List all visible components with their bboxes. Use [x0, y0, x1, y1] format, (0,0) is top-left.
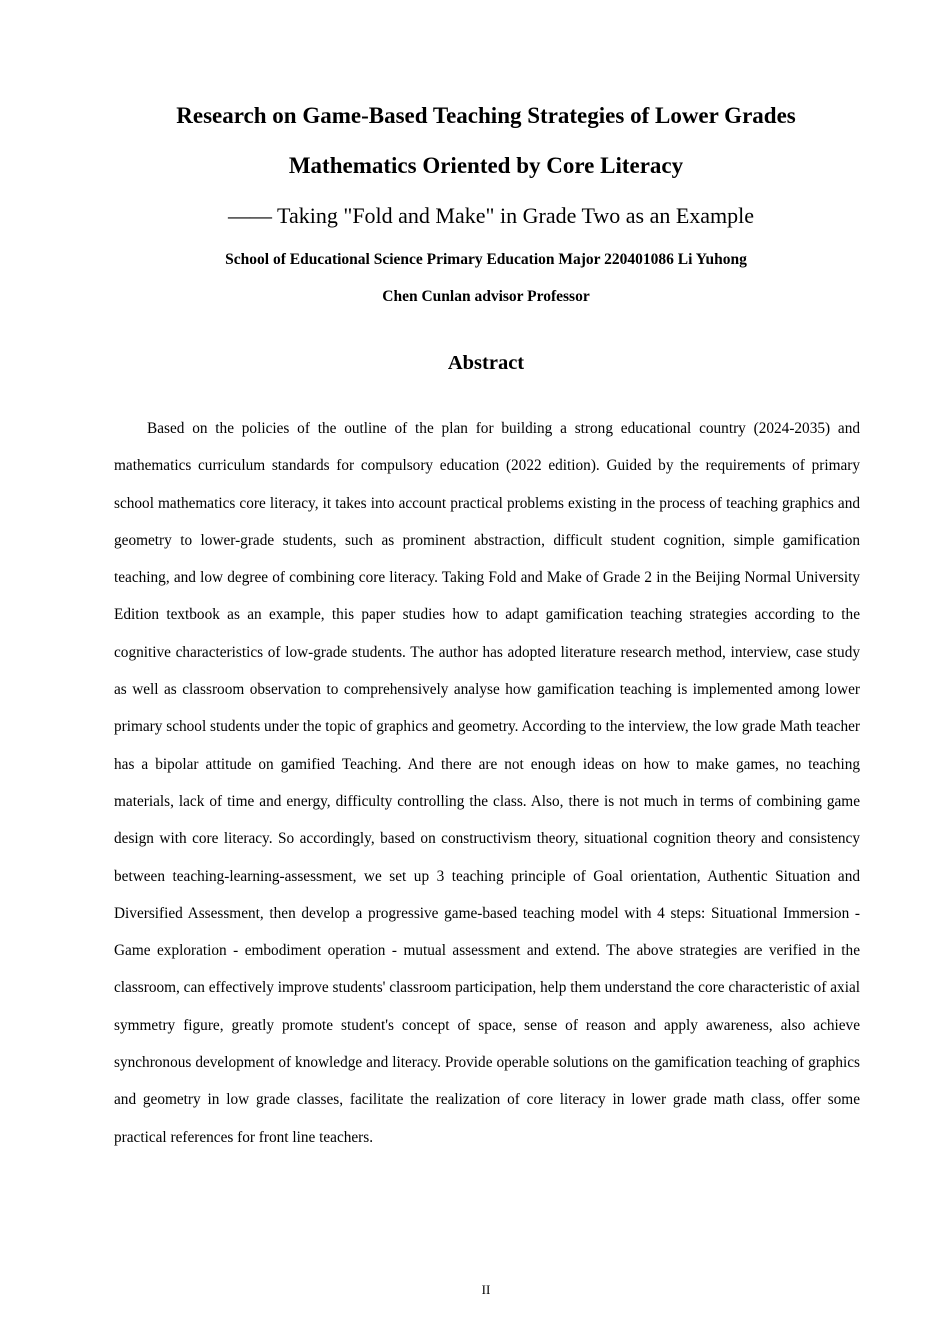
- page-number: II: [481, 1282, 491, 1297]
- subtitle: —— Taking "Fold and Make" in Grade Two as an Example: [227, 203, 755, 228]
- author-line: School of Educational Science Primary Education Major 220401086 Li Yuhong: [225, 251, 747, 268]
- advisor-line: Chen Cunlan advisor Professor: [382, 288, 590, 305]
- abstract-body: Based on the policies of the outline of the plan for building a strong educational country (2024-2035) and mathematics curriculum standards for compulsory education (2022 edition). Guided by the requirements of primary school mathematics core literacy, it takes into account practical problems existing in the process of teaching graphics and geometry to lower-grade students, such as prominent abstraction, difficult student cognition, simple gamification teaching, and low degree of combining core literacy. Taking Fold and Make of Grade 2 in the Beijing Normal University Edition textbook as an example, this paper studies how to adapt gamification teaching strategies according to the cognitive characteristics of low-grade students. The author has adopted literature research method, interview, case study as well as classroom observation to comprehensively analyse how gamification teaching is implemented among lower primary school students under the topic of graphics and geometry. According to the interview, the low grade Math teacher has a bipolar attitude on gamified Teaching. And there are not enough ideas on how to make games, no teaching materials, lack of time and energy, difficulty controlling the class. Also, there is not much in terms of combining game design with core literacy. So accordingly, based on constructivism theory, situational cognition theory and consistency between teaching-learning-assessment, we set up 3 teaching principle of Goal orientation, Authentic Situation and Diversified Assessment, then develop a progressive game-based teaching model with 4 steps: Situational Immersion - Game exploration - embodiment operation - mutual assessment and extend. The above strategies are verified in the classroom, can effectively improve students' classroom participation, help them understand the core characteristic of axial symmetry figure, greatly promote student's concept of space, sense of reason and apply awareness, also achieve synchronous development of knowledge and literacy. Provide operable solutions on the gamification teaching of graphics and geometry in low grade classes, facilitate the realization of core literacy in lower grade math class, offer some practical references for front line teachers.: [114, 420, 860, 1146]
- title-line-1: Research on Game-Based Teaching Strategies of Lower Grades: [176, 103, 796, 128]
- abstract-heading: Abstract: [447, 352, 525, 374]
- title-line-2: Mathematics Oriented by Core Literacy: [288, 153, 684, 178]
